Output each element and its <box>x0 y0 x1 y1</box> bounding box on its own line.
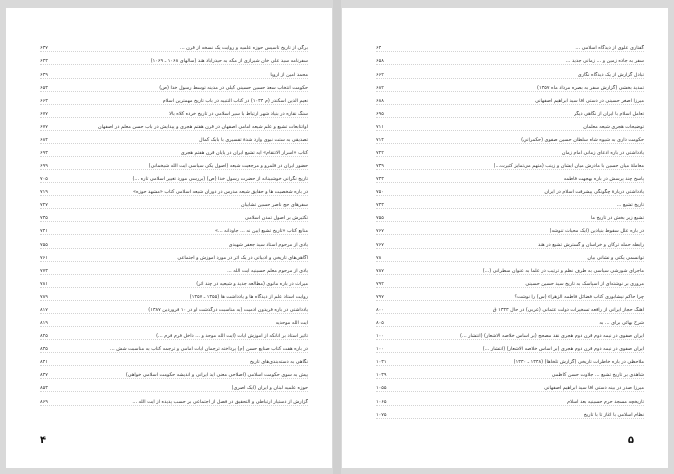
toc-entry <box>376 315 644 327</box>
toc-entry <box>40 367 308 379</box>
toc-entry <box>376 184 644 196</box>
toc-entry-page: ۷۶۷ <box>376 241 384 248</box>
toc-entry-page: ۷۶۷ <box>376 228 384 235</box>
toc-entry-page: ۶۸۸ <box>376 97 384 104</box>
toc-entry <box>40 145 308 157</box>
toc-entry-page: ۱۰۷۵ <box>376 411 387 418</box>
toc-entry-title: آیت الله موحدیه <box>275 320 308 327</box>
toc-entry-title: تاثیر استاد بر آنانکه از آموزش آیات (آیت الله موحد و ... داخل فرم فرم ...) <box>156 333 308 340</box>
toc-entry-page: ۷۵۵ <box>40 241 48 248</box>
table-of-contents <box>40 40 308 406</box>
toc-entry-title: گفتاری علوی از دیدگاه اسلامی ... <box>575 45 644 52</box>
toc-entry-page: ۷۲۲ <box>376 150 384 157</box>
toc-entry-title: حکومت انتخاب سعد حسین حسینی کیلی در مدینه توسط رسول خدا (ص) <box>159 84 308 91</box>
toc-entry <box>376 132 644 144</box>
toc-entry-title: در باره هفت کتاب صنایع حسن (م) پرداخته ترجمان آیات امامی و ترجمه کتاب به مناسبت شش ... <box>110 346 308 353</box>
toc-entry-title: آهنگ حجاز ایرانی از رافعه تسخیرات دولت عثمانی (عربی) در حال ۱۳۳۳ ق <box>492 306 644 313</box>
toc-entry-title: نعیم الدین اسکندر (م ۱۰۳۴) در کتاب التنبیه در باب تاریخ مهمترین اسلام <box>162 97 308 104</box>
toc-entry-title: توضیحات هجری شیعه معلمان <box>583 123 644 130</box>
toc-entry-title: یادداشتی دربارهٔ چگونگی پیشرفت اسلام در ایران <box>544 189 644 196</box>
toc-entry-title: یادداشتی در باره ادعای زمانی امام زمان <box>561 150 644 157</box>
toc-entry <box>376 262 644 274</box>
toc-entry <box>40 354 308 366</box>
toc-entry-page: ۸۱۷ <box>40 306 48 313</box>
toc-entry <box>376 288 644 300</box>
toc-entry-page: ۶۵۸ <box>376 58 384 65</box>
page-number: ۵ <box>627 435 634 446</box>
toc-entry <box>376 79 644 91</box>
toc-entry-page: ۷۳۹ <box>376 163 384 170</box>
toc-entry <box>40 210 308 222</box>
toc-entry <box>376 40 644 52</box>
toc-entry-title: حکومت داری به شیوه شاه سلطان حسین صفوی (حکمراني) <box>521 136 644 143</box>
toc-entry-page: ۶۵۳ <box>40 84 48 91</box>
toc-entry <box>376 53 644 65</box>
book-gutter <box>333 0 341 474</box>
toc-entry-title: تاریخچه مسجد حرم حسینیه بعد اسلام <box>567 398 644 405</box>
toc-entry-title: میرزا صدر در بینه دستی آقا سید ابراهیم اصفهانی <box>544 385 644 392</box>
toc-entry-title: یادداشتی در باره فریدون آدمیت (به مناسبت درگذشت او در ۱۰ فروردین ۱۳۸۷) <box>148 306 308 313</box>
toc-entry <box>376 197 644 209</box>
toc-entry-title: سفرنامه سید علی خان شیرازی از مکه به حیدرآباد هند (سالهای ۱۰۶۸ ـ ۱۰۶۹) <box>150 58 308 65</box>
toc-entry <box>40 118 308 130</box>
toc-entry <box>376 236 644 248</box>
toc-entry <box>376 275 644 287</box>
toc-entry-title: نگاهی به دسته‌بندی‌های تاریخ <box>249 359 308 366</box>
toc-entry-page: ۶۹۳ <box>40 150 48 157</box>
toc-entry-title: چرا حاکم نیشابوری کتاب فضائل فاطمه الزهراء (س) را نوشت؟ <box>514 293 644 300</box>
toc-entry-page: ۷۱۹ <box>40 189 48 196</box>
toc-entry-page: ۸۳۵ <box>40 346 48 353</box>
toc-entry-title: معاملهٔ میان حسین با مادرش میان ایشان و زینب (متهم می‌تمایز کثیرت...) <box>493 163 644 170</box>
toc-entry-page: ۷۰۵ <box>40 176 48 183</box>
toc-entry-title: گزارش از دستیار ارتباطی و التحقیق در فصل از اجتماعی بر حسب پدیده از آیت الله ... <box>132 398 308 405</box>
toc-entry-page: ۶۳۷ <box>40 45 48 52</box>
toc-entry <box>40 105 308 117</box>
toc-entry-page: ۷۱۴ <box>376 136 384 143</box>
toc-entry-page: ۷۵۰ <box>376 189 384 196</box>
toc-entry <box>376 210 644 222</box>
toc-entry-title: نظام اسلامی با آغاز تا با تاریخ <box>583 411 644 418</box>
toc-entry <box>376 145 644 157</box>
toc-entry-page: ۶۶۳ <box>40 97 48 104</box>
toc-entry-page: ۶۴۹ <box>40 71 48 78</box>
toc-entry-title: تصدیقی به ستت نبوی وارد شدهٔ تفسیری با بابک کمال <box>199 136 308 143</box>
toc-entry <box>40 184 308 196</box>
toc-entry-page: ۷۸ <box>376 254 382 261</box>
toc-entry-page: ۷۷۳ <box>40 267 48 274</box>
toc-entry-title: در باره علل سقوط بنیادین (ایک محیاث تنوشه) <box>549 228 644 235</box>
toc-entry-title: توانسمی یکتی و نشانی بیان <box>587 254 644 261</box>
toc-entry <box>40 380 308 392</box>
toc-entry <box>376 105 644 117</box>
toc-entry-title: کتاب «اسرار الانتقام» آیه تشیع ایران در پایان قرن هفتم هجری <box>180 150 308 157</box>
toc-entry-title: پاسخ چند پرسش در باره بهجهت فاطمه <box>563 176 644 183</box>
toc-entry <box>40 341 308 353</box>
toc-entry <box>376 158 644 170</box>
toc-entry-page: ۸۲۵ <box>40 333 48 340</box>
toc-entry-title: تاریخ تشیع ... <box>616 202 644 209</box>
toc-entry-title: تاریخ نگرانی خوشبینانه از حضرت رسول خدا (ص) (بررسی مورد تغییر اسلامی تاره ...) <box>132 176 308 183</box>
toc-entry <box>40 236 308 248</box>
toc-entry-page: ۱۰۰ <box>376 346 384 353</box>
toc-entry-title: آگاهی‌های تاریخی و ادبیاتی در یک اثر در مورد آموزش و اجتماعی <box>177 254 308 261</box>
toc-entry-page: ۷۴۱ <box>40 228 48 235</box>
toc-entry-title: روایت استاد علم از دیدگاه ها و یادداشت ها (۱۳۵۵ ـ ۱۳۵۷) <box>189 293 308 300</box>
toc-entry <box>376 393 644 405</box>
toc-entry-page: ۶۸۴ <box>40 136 48 143</box>
toc-entry <box>40 302 308 314</box>
toc-entry-page: ۶۷۷ <box>40 123 48 130</box>
toc-entry <box>376 92 644 104</box>
toc-entry <box>40 40 308 52</box>
toc-entry <box>40 223 308 235</box>
toc-entry-title: اوانتابعات تشیع و علم شیعه امامی اصفهان در قرن هفتم هجری و پیدایش در باب حسن معلم در اصفهان <box>98 123 308 130</box>
toc-entry-title: محمد امین از اروپا <box>270 71 308 78</box>
toc-entry-title: ماجرای شورشی سیاسی به طرف نظم و ترتیب در علما به عنوان سطرانی (...) <box>482 267 644 274</box>
toc-entry-page: ۱۰۰ <box>376 333 384 340</box>
toc-entry <box>40 79 308 91</box>
toc-entry <box>40 275 308 287</box>
toc-entry <box>376 302 644 314</box>
toc-entry-page: ۷۴۳ <box>376 176 384 183</box>
toc-entry <box>376 406 644 418</box>
right-page <box>342 8 668 468</box>
toc-entry-title: میرزا اصغر حسینی در دستی آقا سید ابراهیم اصفهانی <box>535 97 644 104</box>
toc-entry-title: تشیع زیر بخش در تاریخ ما <box>590 215 644 222</box>
toc-entry-page: ۸۰۵ <box>376 320 384 327</box>
toc-entry-title: سفرهای حج ناصر حسین تشابیان <box>241 202 308 209</box>
toc-entry <box>40 288 308 300</box>
toc-entry-page: ۸۶۹ <box>40 398 48 405</box>
toc-entry <box>40 171 308 183</box>
toc-entry-title: منابع کتاب «تاریخ تشیع آیین نه ... جاودانه ...» <box>214 228 308 235</box>
toc-entry-title: ملاحظی در باره خاطرات تاریخی (گزارش تلخاها) (۱۳۴۸ ـ ۱۳۳۰) <box>513 359 644 366</box>
toc-entry-title: شاهدی بر تاریخ تشیع ... جلاوت حسن کاظمی <box>551 372 644 379</box>
toc-entry-page: ۶۸۲ <box>376 84 384 91</box>
toc-entry-title: تکثیرش بر اصول تمدن اسلامی <box>245 215 308 222</box>
toc-entry <box>376 118 644 130</box>
toc-entry-page: ۱۰۳۱ <box>376 359 387 366</box>
toc-entry <box>376 341 644 353</box>
toc-entry-title: سنگ نقاره در بنیاد شهر ارتباط با سیر اسلامی در تاریخ خرده کلاه بالا <box>169 110 308 117</box>
toc-entry <box>376 354 644 366</box>
toc-entry-title: شرح بهائی برای ... به <box>599 320 644 327</box>
toc-entry-title: حضور ایران در قلمرو و مرجعیت شیعه (اصول یکی سیاسی آیت الله شیخمانی) <box>148 163 308 170</box>
toc-entry-page: ۸۴۷ <box>40 372 48 379</box>
toc-entry <box>40 262 308 274</box>
toc-entry <box>40 92 308 104</box>
toc-entry <box>376 223 644 235</box>
left-page <box>6 8 332 468</box>
toc-entry-title: رابطه حمله ترکان و خراسان و گسترش تشیع در هند <box>537 241 644 248</box>
toc-entry-title: مروری بر نوشته‌ای از اسپاسک به تاریخ سید حسین حسینی <box>525 280 644 287</box>
toc-entry <box>376 171 644 183</box>
toc-entry-page: ۶۷۷ <box>40 110 48 117</box>
toc-entry-title: سفر به جاده زمین و ... زمانی جدید ... <box>565 58 644 65</box>
toc-entry-page: ۷۲۷ <box>40 202 48 209</box>
toc-entry <box>40 158 308 170</box>
toc-entry-title: یادی از مرحوم استاد سید جعفر شهیدی <box>228 241 308 248</box>
toc-entry-page: ۷۹۷ <box>376 293 384 300</box>
toc-entry <box>40 249 308 261</box>
toc-entry-page: ۷۹۲ <box>376 280 384 287</box>
toc-entry <box>376 66 644 78</box>
toc-entry-page: ۸۰۰ <box>376 306 384 313</box>
toc-entry-page: ۷۸۹ <box>40 293 48 300</box>
toc-entry <box>40 328 308 340</box>
toc-entry <box>40 53 308 65</box>
toc-entry-page: ۷۳۵ <box>40 215 48 222</box>
toc-entry-page: ۱۰۶۵ <box>376 398 387 405</box>
toc-entry-title: در باره شخصیت ها و حقایق شیعه مدرس در دوران شیعه اسلامی کتاب «مشهد حوزه» <box>133 189 308 196</box>
toc-entry <box>40 66 308 78</box>
toc-entry-page: ۷۴۳ <box>376 202 384 209</box>
toc-entry-page: ۶۹۹ <box>40 163 48 170</box>
toc-entry-title: حوزه علمیه لبنان و ایران (ایک اصری) <box>231 385 308 392</box>
toc-entry-title: تعامل اسلام با ایران از نگاهی دیگر <box>573 110 644 117</box>
toc-entry-page: ۸۵۳ <box>40 385 48 392</box>
toc-entry-page: ۶۴۳ <box>40 58 48 65</box>
toc-entry-page: ۸۱۹ <box>40 320 48 327</box>
toc-entry-page: ۶۴ <box>376 45 382 52</box>
page-number: ۴ <box>40 435 47 446</box>
toc-entry-title: پیش به سوی حکومت اسلامی (اصلاحی معنی اید ایرانی و اندیشه حکومت اسلامی خواهی) <box>125 372 308 379</box>
toc-entry-title: تمدید بخشی (گزارش سفر به بصره مرداد ماه ۱۳۵۷) <box>537 84 644 91</box>
toc-entry-page: ۱۰۵۵ <box>376 385 387 392</box>
toc-entry-page: ۷۶۱ <box>40 254 48 261</box>
toc-entry <box>40 393 308 405</box>
toc-entry-title: یادی از مرحوم معلم حسینیه آیت الله ... <box>227 267 308 274</box>
toc-entry-title: برگی از تاریخ تأسیس حوزه علمیه و روایت یک نسخه از قرن ... <box>179 45 308 52</box>
toc-entry <box>376 380 644 392</box>
toc-entry <box>40 315 308 327</box>
toc-entry <box>376 367 644 379</box>
table-of-contents <box>376 40 644 419</box>
toc-entry <box>376 328 644 340</box>
toc-entry <box>40 132 308 144</box>
toc-entry-page: ۷۸۱ <box>40 280 48 287</box>
toc-entry-title: ایران صفوی در نیمه دوم قرن دوم هجری نقد مصحح (بر اساس خلاصه الاشعار) (انتشار ...) <box>460 333 644 340</box>
toc-entry-page: ۷۱۱ <box>376 123 384 130</box>
toc-entry <box>376 249 644 261</box>
toc-entry-page: ۶۹۵ <box>376 110 384 117</box>
toc-entry-page: ۸۴۱ <box>40 359 48 366</box>
toc-entry-page: ۷۸۷ <box>376 267 384 274</box>
toc-entry <box>40 197 308 209</box>
toc-entry-title: تبادل گزارش از یک دیدگاه نگاری <box>577 71 644 78</box>
toc-entry-page: ۷۵۵ <box>376 215 384 222</box>
toc-entry-title: میراث در باره مانوی (مطالعه جدید و شیعیه در چند اثر) <box>196 280 308 287</box>
toc-entry-title: ایران صفوی در نیمه دوم قرن دوم هجری (بر اساس خلاصه الاشعار) (انتشار ...) <box>482 346 644 353</box>
toc-entry-page: ۱۰۳۹ <box>376 372 387 379</box>
toc-entry-page: ۶۶۲ <box>376 71 384 78</box>
